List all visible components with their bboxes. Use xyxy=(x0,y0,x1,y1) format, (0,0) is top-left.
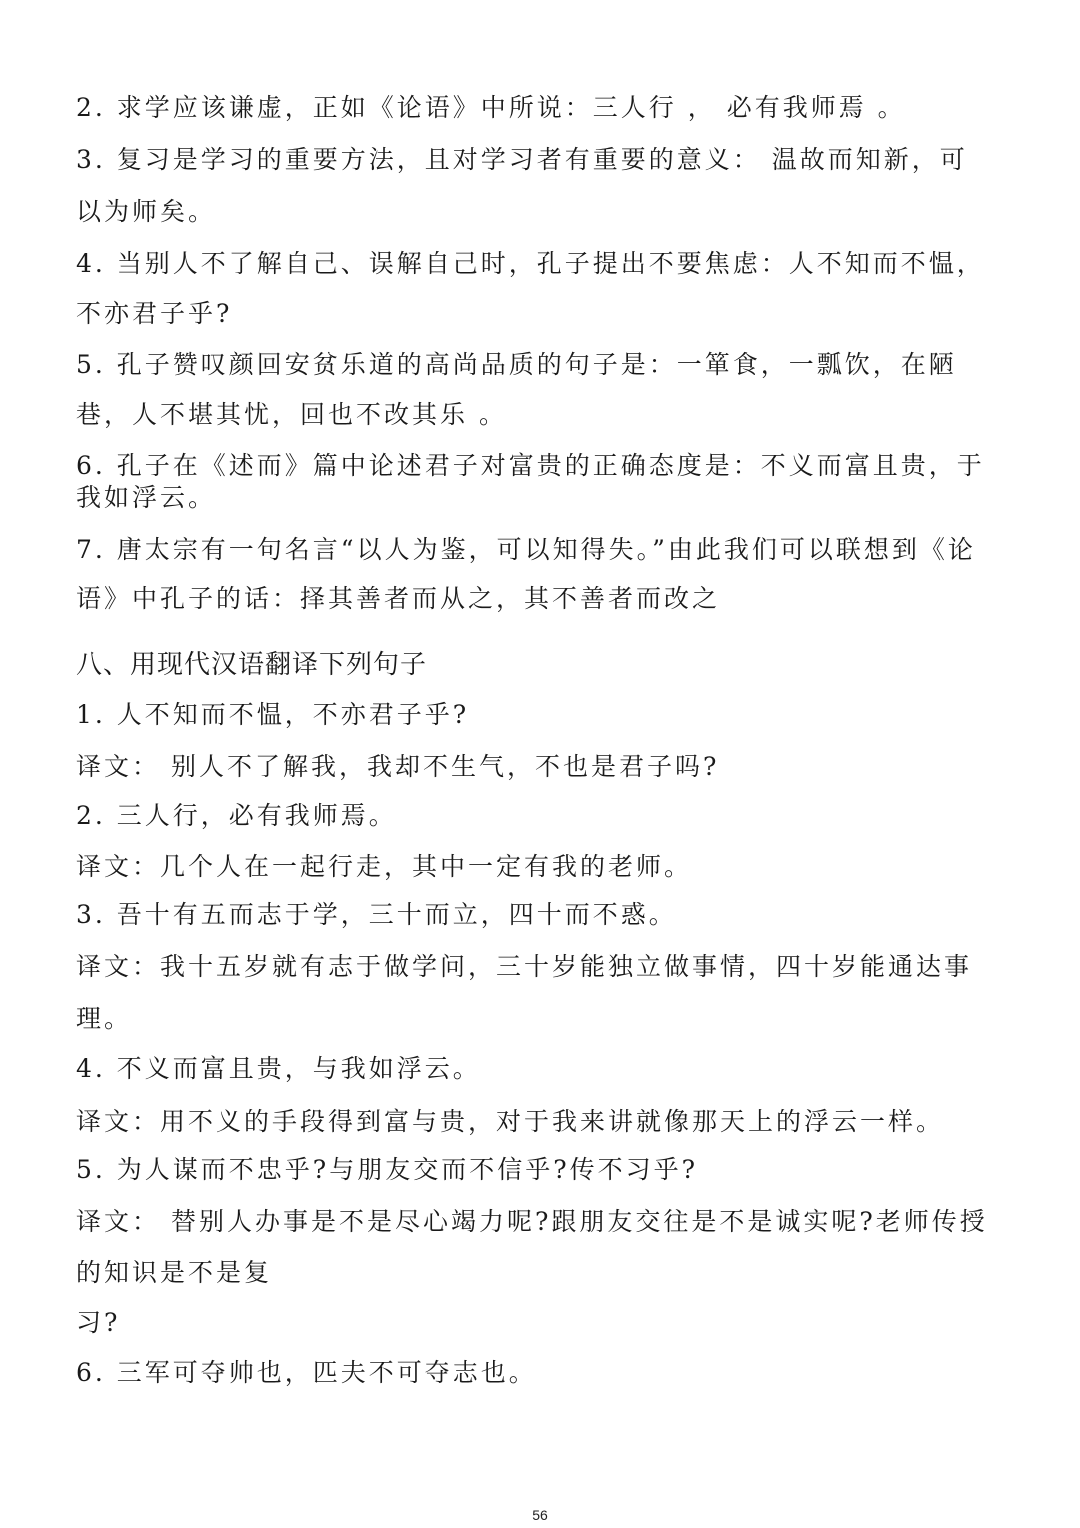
text-line: 译文：几个人在一起行走，其中一定有我的老师。 xyxy=(76,852,693,881)
text-line: 译文： 替别人办事是不是尽心竭力呢?跟朋友交往是不是诚实呢?老师传授 xyxy=(76,1207,988,1236)
text-line: 6. 孔子在《述而》篇中论述君子对富贵的正确态度是：不义而富且贵，于 xyxy=(76,451,985,480)
text-line: 3. 复习是学习的重要方法，且对学习者有重要的意义： 温故而知新，可 xyxy=(76,145,968,174)
text-line: 巷，人不堪其忧，回也不改其乐 。 xyxy=(76,400,507,429)
text-line: 不亦君子乎? xyxy=(76,299,233,328)
text-line: 的知识是不是复 xyxy=(76,1258,273,1287)
text-line: 6. 三军可夺帅也，匹夫不可夺志也。 xyxy=(76,1358,537,1387)
section-heading: 八、用现代汉语翻译下列句子 xyxy=(76,650,428,680)
text-line: 4. 不义而富且贵，与我如浮云。 xyxy=(76,1054,481,1083)
text-line: 习? xyxy=(76,1308,121,1337)
text-line: 4. 当别人不了解自己、误解自己时，孔子提出不要焦虑：人不知而不愠， xyxy=(76,249,985,278)
text-line: 以为师矣。 xyxy=(76,197,217,226)
text-line: 我如浮云。 xyxy=(76,483,217,512)
text-line: 5. 孔子赞叹颜回安贫乐道的高尚品质的句子是：一箪食，一瓢饮，在陋 xyxy=(76,350,957,379)
text-line: 译文：用不义的手段得到富与贵，对于我来讲就像那天上的浮云一样。 xyxy=(76,1107,945,1136)
text-line: 理。 xyxy=(76,1004,133,1033)
text-line: 语》中孔子的话：择其善者而从之，其不善者而改之 xyxy=(76,584,721,613)
text-line: 5. 为人谋而不忠乎?与朋友交而不信乎?传不习乎? xyxy=(76,1155,699,1184)
text-line: 译文：我十五岁就有志于做学问，三十岁能独立做事情，四十岁能通达事 xyxy=(76,952,973,981)
text-line: 译文： 别人不了解我，我却不生气，不也是君子吗? xyxy=(76,752,720,781)
text-line: 3. 吾十有五而志于学，三十而立，四十而不惑。 xyxy=(76,900,677,929)
text-line: 2. 求学应该谦虚，正如《论语》中所说：三人行 ， 必有我师焉 。 xyxy=(76,93,906,122)
page-number: 56 xyxy=(532,1507,548,1523)
text-line: 2. 三人行，必有我师焉。 xyxy=(76,801,397,830)
text-line: 7. 唐太宗有一句名言“以人为鉴，可以知得失。”由此我们可以联想到《论 xyxy=(76,535,976,564)
text-line: 1. 人不知而不愠，不亦君子乎? xyxy=(76,700,470,729)
